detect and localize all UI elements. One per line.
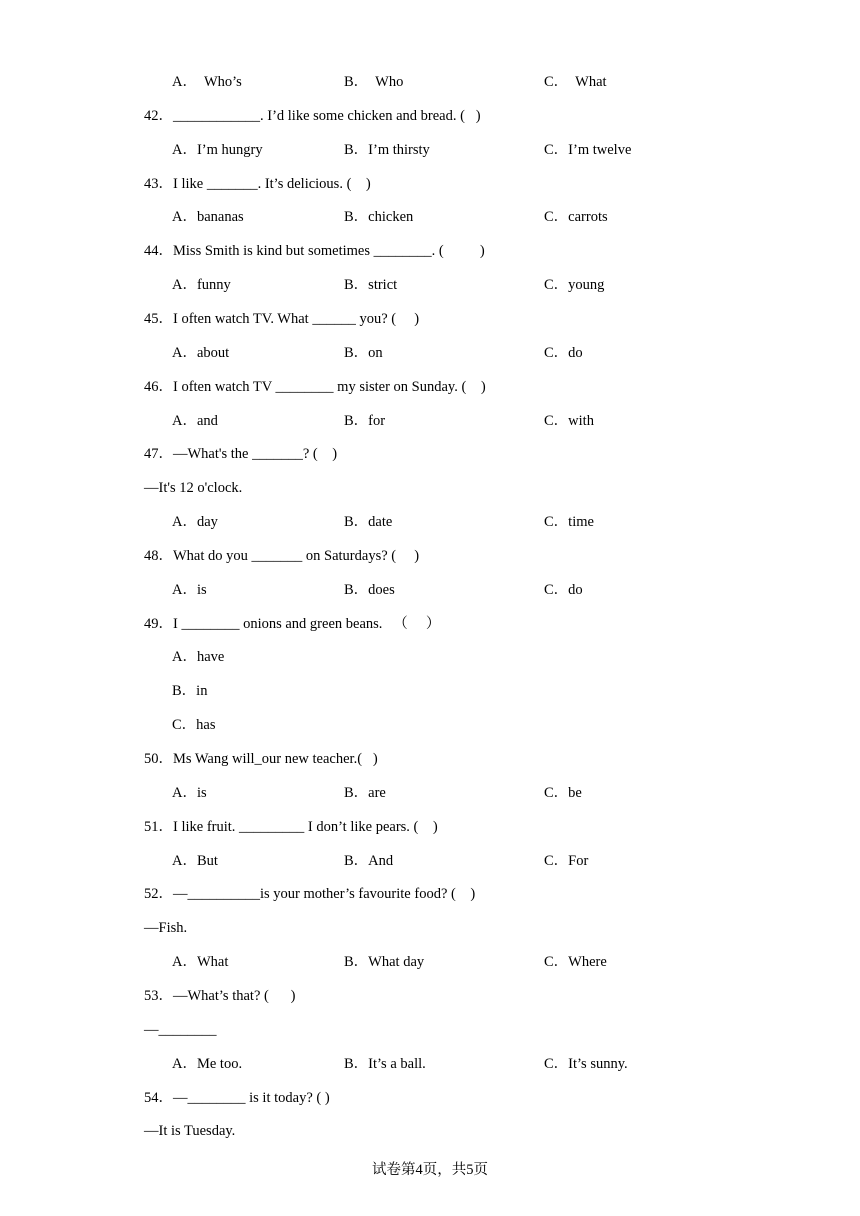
option-b: B． Who bbox=[344, 74, 404, 90]
question-text: 53．—What’s that? ( ) bbox=[144, 988, 296, 1004]
question-text: 50．Ms Wang will_our new teacher.( ) bbox=[144, 751, 378, 767]
option-a: A．about bbox=[172, 345, 230, 361]
question-text: 44．Miss Smith is kind but sometimes ________. ( ) bbox=[144, 243, 485, 259]
option-a: A．What bbox=[172, 954, 229, 970]
option-a: A．and bbox=[172, 413, 218, 429]
question-text: 48．What do you _______ on Saturdays? ( ) bbox=[144, 548, 420, 564]
question-text: 46．I often watch TV ________ my sister on Sunday. ( ) bbox=[144, 379, 486, 395]
option-b: B．does bbox=[344, 582, 395, 598]
option-b: B．strict bbox=[344, 277, 398, 293]
question-text: 43．I like _______. It’s delicious. ( ) bbox=[144, 176, 371, 192]
dialogue-line: —Fish. bbox=[144, 920, 188, 936]
page-footer: 试卷第4页，共5页 bbox=[372, 1162, 488, 1178]
option-c: C．with bbox=[544, 413, 594, 429]
option-b: B．for bbox=[344, 413, 386, 429]
option-c: C． What bbox=[544, 74, 607, 90]
question-text: 52．—__________is your mother’s favourite food? ( ) bbox=[144, 886, 476, 902]
option-b: B．I’m thirsty bbox=[344, 142, 430, 158]
question-text: 47．—What's the _______? ( ) bbox=[144, 446, 338, 462]
option-c: C．be bbox=[544, 785, 582, 801]
option-a: A．bananas bbox=[172, 209, 244, 225]
option-single: A．have bbox=[172, 649, 225, 665]
dialogue-line: —It is Tuesday. bbox=[144, 1123, 236, 1139]
dialogue-line: —________ bbox=[144, 1022, 217, 1038]
option-b: B．chicken bbox=[344, 209, 414, 225]
question-text: 49．I ________ onions and green beans. （ ） bbox=[144, 616, 441, 632]
option-b: B．It’s a ball. bbox=[344, 1056, 426, 1072]
option-b: B．are bbox=[344, 785, 386, 801]
option-a: A．day bbox=[172, 514, 218, 530]
option-c: C．do bbox=[544, 582, 583, 598]
question-text: 54．—________ is it today? ( ) bbox=[144, 1090, 330, 1106]
option-b: B．on bbox=[344, 345, 383, 361]
option-a: A．I’m hungry bbox=[172, 142, 263, 158]
dialogue-line: —It's 12 o'clock. bbox=[144, 480, 243, 496]
option-b: B．And bbox=[344, 853, 394, 869]
option-c: C．young bbox=[544, 277, 605, 293]
option-a: A．Me too. bbox=[172, 1056, 243, 1072]
option-c: C．Where bbox=[544, 954, 607, 970]
option-a: A．But bbox=[172, 853, 218, 869]
option-c: C．carrots bbox=[544, 209, 608, 225]
option-a: A．funny bbox=[172, 277, 231, 293]
option-c: C．For bbox=[544, 853, 589, 869]
option-c: C．It’s sunny. bbox=[544, 1056, 628, 1072]
option-c: C．do bbox=[544, 345, 583, 361]
question-text: 51．I like fruit. _________ I don’t like pears. ( ) bbox=[144, 819, 438, 835]
question-text: 45．I often watch TV. What ______ you? ( ) bbox=[144, 311, 420, 327]
option-b: B．date bbox=[344, 514, 393, 530]
option-c: C．I’m twelve bbox=[544, 142, 632, 158]
option-b: B．What day bbox=[344, 954, 425, 970]
option-single: C．has bbox=[172, 717, 216, 733]
option-a: A．is bbox=[172, 785, 207, 801]
option-c: C．time bbox=[544, 514, 594, 530]
option-single: B．in bbox=[172, 683, 208, 699]
question-text: 42．____________. I’d like some chicken and bread. ( ) bbox=[144, 108, 481, 124]
option-a: A． Who’s bbox=[172, 74, 242, 90]
option-a: A．is bbox=[172, 582, 207, 598]
